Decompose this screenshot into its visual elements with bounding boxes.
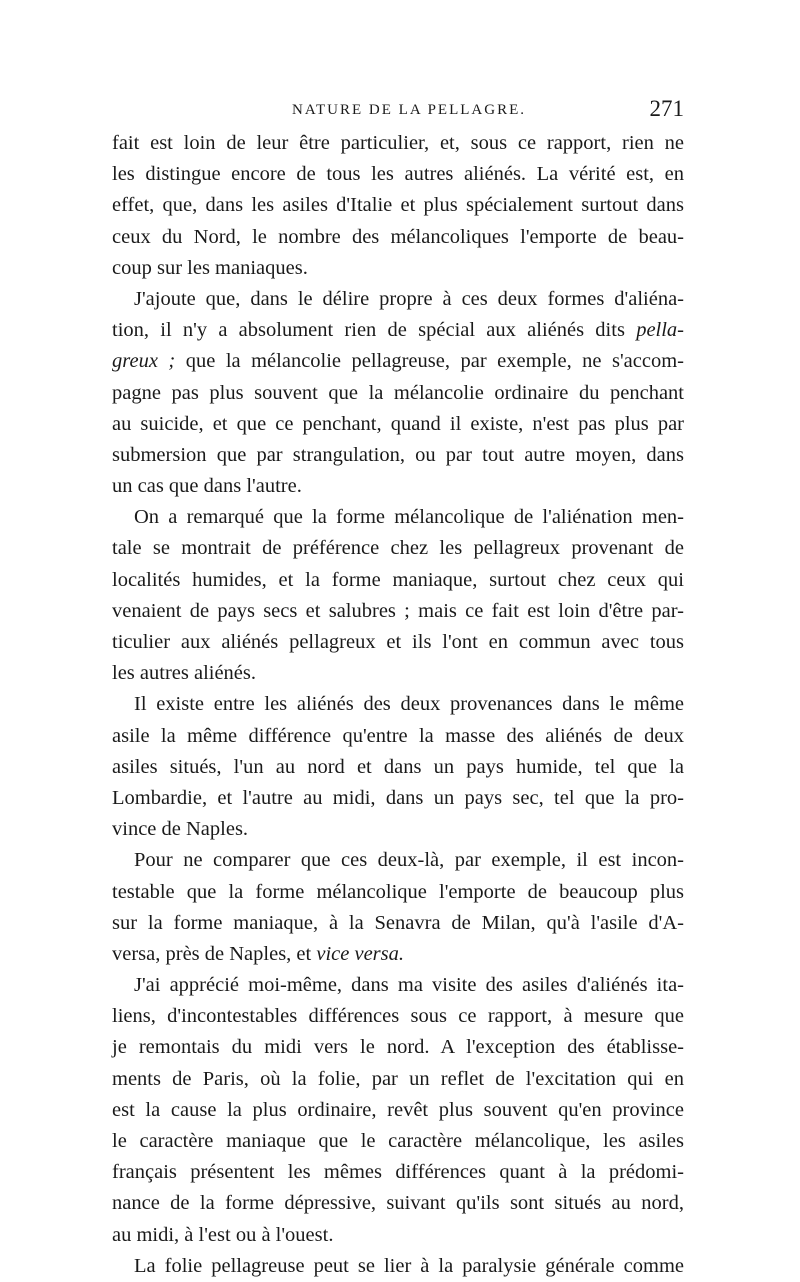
italic-text: greux ; — [112, 350, 176, 373]
text-line: effet, que, dans les asiles d'Italie et plus spécialement surtout dans — [112, 194, 684, 217]
text-line: vince de Naples. — [112, 818, 249, 841]
text-line: ments de Paris, où la folie, par un reflet de l'excitation qui en — [112, 1067, 684, 1090]
text-line: tale se montrait de préférence chez les pellagreux provenant de — [112, 537, 684, 560]
text-line: français présentent les mêmes différences quant à la prédomi- — [112, 1161, 684, 1184]
text-line: J'ajoute que, dans le délire propre à ces deux formes d'aliéna- — [134, 287, 684, 310]
text-line: Il existe entre les aliénés des deux provenances dans le même — [134, 693, 684, 716]
text-line: localités humides, et la forme maniaque, surtout chez ceux qui — [112, 568, 684, 591]
text-line: je remontais du midi vers le nord. A l'exception des établisse- — [112, 1036, 684, 1059]
text-line: est la cause la plus ordinaire, revêt plus souvent qu'en province — [112, 1098, 684, 1121]
text-line: fait est loin de leur être particulier, et, sous ce rapport, rien ne — [112, 132, 684, 154]
text-line: venaient de pays secs et salubres ; mais ce fait est loin d'être par- — [112, 599, 684, 622]
text-line: sur la forme maniaque, à la Senavra de Milan, qu'à l'asile d'A- — [112, 911, 684, 934]
text-line: asiles situés, l'un au nord et dans un pays humide, tel que la — [112, 755, 684, 778]
italic-text: vice versa. — [316, 942, 405, 965]
text-line: au midi, à l'est ou à l'ouest. — [112, 1223, 334, 1246]
text-line: J'ai apprécié moi-même, dans ma visite des asiles d'aliénés ita- — [134, 974, 684, 997]
running-title: NATURE DE LA PELLAGRE. — [292, 102, 526, 118]
italic-text: pella- — [636, 319, 685, 342]
text-line: le caractère maniaque que le caractère mélancolique, les asiles — [112, 1130, 684, 1152]
body-text — [112, 128, 684, 1282]
text-line: coup sur les maniaques. — [112, 256, 308, 279]
running-head — [112, 96, 684, 126]
text-line: On a remarqué que la forme mélancolique de l'aliénation men- — [134, 506, 684, 529]
text-line: nance de la forme dépressive, suivant qu'ils sont situés au nord, — [112, 1192, 684, 1215]
text-line: les autres aliénés. — [112, 662, 257, 685]
text-line: La folie pellagreuse peut se lier à la paralysie générale comme — [134, 1254, 684, 1277]
text-line: Pour ne comparer que ces deux-là, par exemple, il est incon- — [134, 849, 684, 872]
text-line: les distingue encore de tous les autres aliénés. La vérité est, en — [112, 163, 684, 186]
text-line: testable que la forme mélancolique l'emporte de beaucoup plus — [112, 880, 684, 903]
text-line: liens, d'incontestables différences sous ce rapport, à mesure que — [112, 1005, 684, 1028]
text-line: ticulier aux aliénés pellagreux et ils l'ont en commun avec tous — [112, 631, 684, 653]
text-line: submersion que par strangulation, ou par tout autre moyen, dans — [112, 443, 684, 466]
text-line: versa, près de Naples, et vice versa. — [112, 942, 405, 965]
text-line: pagne pas plus souvent que la mélancolie ordinaire du penchant — [112, 381, 684, 404]
text-line: greux ; que la mélancolie pellagreuse, par exemple, ne s'accom- — [112, 350, 685, 373]
text-line: ceux du Nord, le nombre des mélancoliques l'emporte de beau- — [112, 225, 684, 248]
text-line: asile la même différence qu'entre la masse des aliénés de deux — [112, 724, 684, 747]
page-number: 271 — [649, 96, 684, 121]
text-line: au suicide, et que ce penchant, quand il existe, n'est pas plus par — [112, 412, 684, 435]
text-line: un cas que dans l'autre. — [112, 475, 302, 498]
text-line: Lombardie, et l'autre au midi, dans un pays sec, tel que la pro- — [112, 786, 684, 809]
text-line: tion, il n'y a absolument rien de spécial aux aliénés dits pella- — [112, 319, 685, 342]
